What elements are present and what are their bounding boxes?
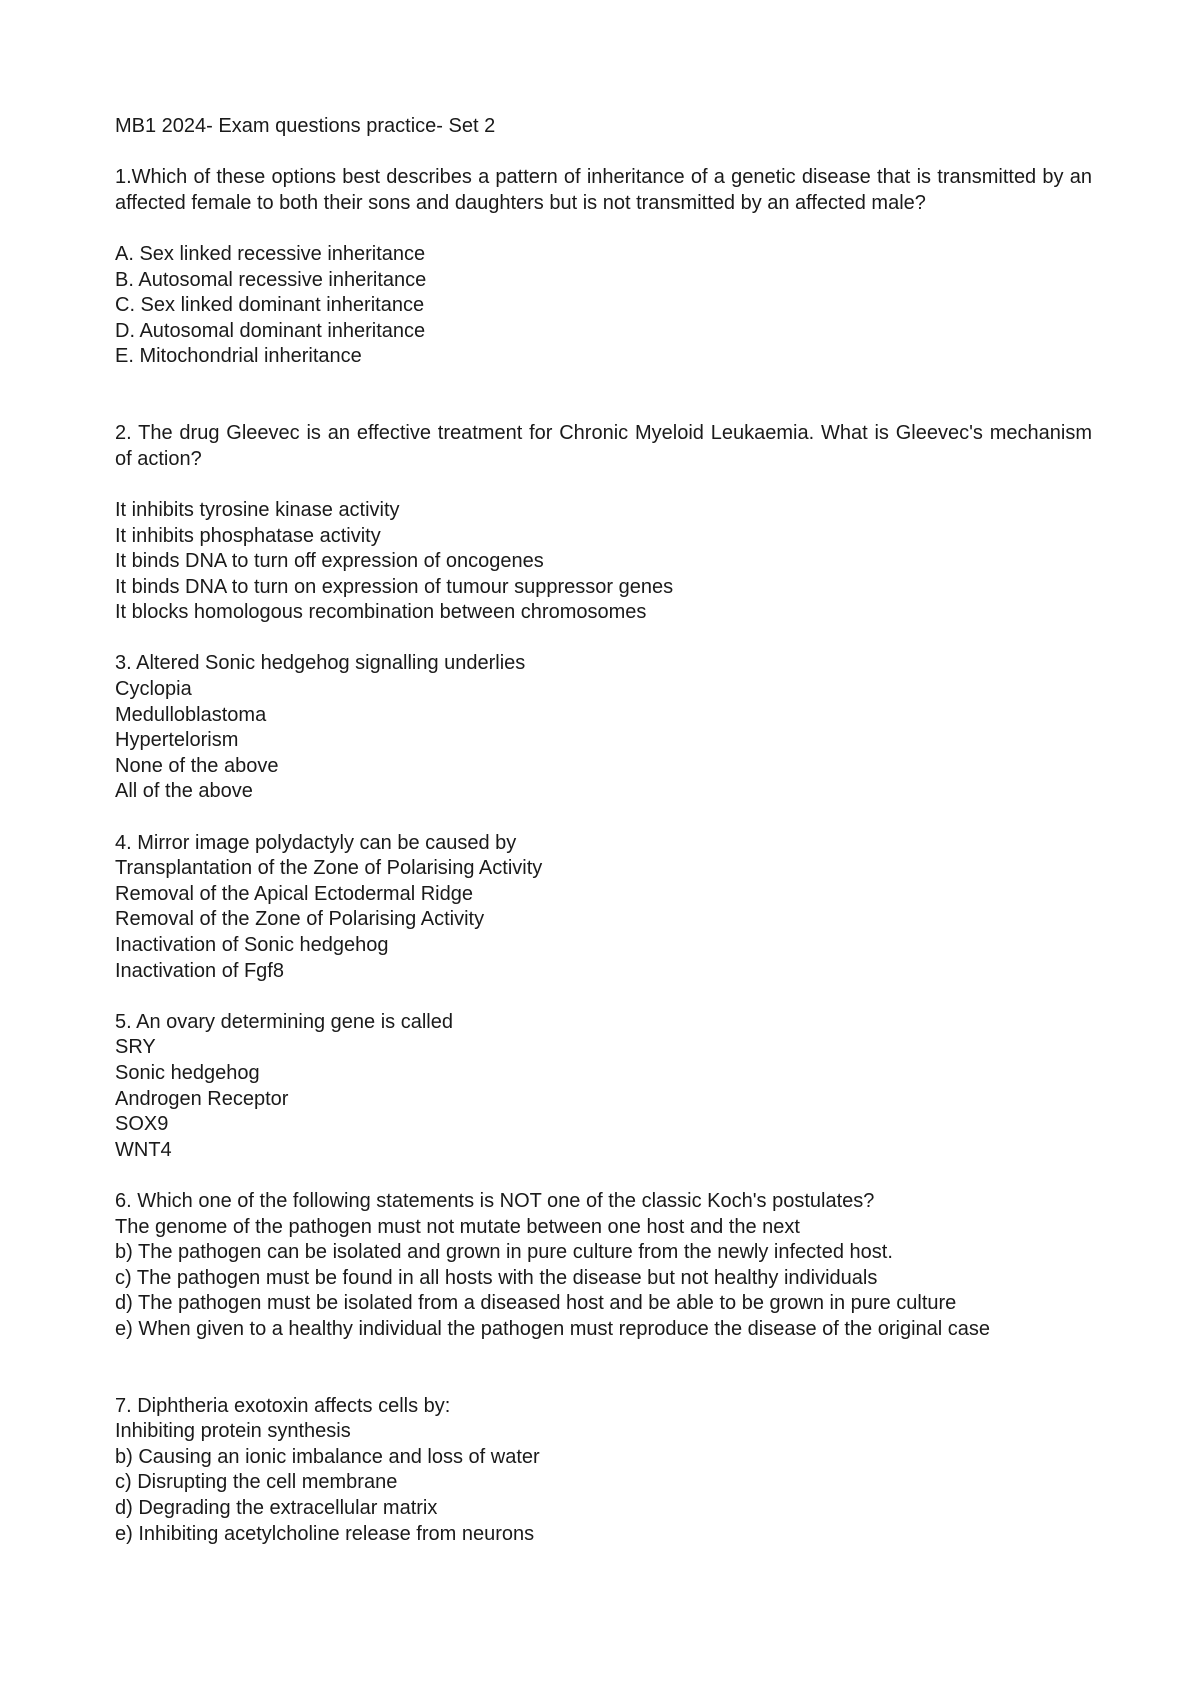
question-4 xyxy=(115,831,1092,985)
answer-option: A. Sex linked recessive inheritance xyxy=(115,242,426,265)
answer-option: None of the above xyxy=(115,754,279,777)
answer-options xyxy=(115,856,1092,984)
answer-option: c) The pathogen must be found in all hosts with the disease but not healthy individuals xyxy=(115,1266,878,1289)
answer-option: Inactivation of Sonic hedgehog xyxy=(115,934,389,956)
question-stem: 3. Altered Sonic hedgehog signalling underlies xyxy=(115,652,526,675)
answer-option: Inhibiting protein synthesis xyxy=(115,1420,351,1443)
question-7 xyxy=(115,1394,1092,1548)
answer-option: It inhibits tyrosine kinase activity xyxy=(115,498,400,521)
answer-option: It blocks homologous recombination between chromosomes xyxy=(115,601,647,624)
answer-option: e) When given to a healthy individual the pathogen must reproduce the disease of the original case xyxy=(115,1317,990,1340)
question-6 xyxy=(115,1189,1092,1343)
question-stem: 6. Which one of the following statements is NOT one of the classic Koch's postulates? xyxy=(115,1189,875,1212)
answer-option: Transplantation of the Zone of Polarising Activity xyxy=(115,857,543,880)
answer-options xyxy=(115,1215,1092,1343)
answer-option: D. Autosomal dominant inheritance xyxy=(115,319,426,342)
answer-option: It inhibits phosphatase activity xyxy=(115,524,381,547)
answer-option: It binds DNA to turn on expression of tumour suppressor genes xyxy=(115,575,674,598)
answer-options xyxy=(115,677,1092,805)
answer-option: B. Autosomal recessive inheritance xyxy=(115,268,427,291)
question-stem: 2. The drug Gleevec is an effective treatment for Chronic Myeloid Leukaemia. What is Gleevec's mechanism of action? xyxy=(115,422,1092,470)
answer-option: The genome of the pathogen must not mutate between one host and the next xyxy=(115,1215,800,1238)
answer-options xyxy=(115,1035,1092,1163)
answer-options xyxy=(115,498,1092,626)
answer-option: Removal of the Apical Ectodermal Ridge xyxy=(115,882,473,905)
answer-option: Removal of the Zone of Polarising Activity xyxy=(115,908,485,931)
question-stem: 5. An ovary determining gene is called xyxy=(115,1010,453,1033)
answer-option: b) Causing an ionic imbalance and loss of water xyxy=(115,1445,540,1468)
answer-option: SRY xyxy=(115,1036,156,1059)
answer-option: E. Mitochondrial inheritance xyxy=(115,345,362,368)
answer-option: Hypertelorism xyxy=(115,729,239,752)
answer-option: b) The pathogen can be isolated and grown in pure culture from the newly infected host. xyxy=(115,1241,893,1264)
answer-option: e) Inhibiting acetylcholine release from neurons xyxy=(115,1522,535,1545)
answer-option: c) Disrupting the cell membrane xyxy=(115,1471,398,1494)
question-1 xyxy=(115,165,1092,370)
question-3 xyxy=(115,651,1092,805)
answer-options xyxy=(115,242,1092,370)
document-title: MB1 2024- Exam questions practice- Set 2 xyxy=(115,115,496,137)
question-stem: 7. Diphtheria exotoxin affects cells by: xyxy=(115,1394,451,1417)
answer-option: SOX9 xyxy=(115,1113,169,1136)
answer-option: All of the above xyxy=(115,780,253,803)
question-2 xyxy=(115,421,1092,626)
answer-option: Androgen Receptor xyxy=(115,1087,289,1110)
question-stem: 1.Which of these options best describes a pattern of inheritance of a genetic disease that is transmitted by an affected female to both their sons and daughters but is not transmitted by an affected male? xyxy=(115,166,1092,214)
question-5 xyxy=(115,1010,1092,1164)
answer-option: d) Degrading the extracellular matrix xyxy=(115,1497,438,1520)
answer-option: Inactivation of Fgf8 xyxy=(115,959,284,982)
answer-option: It binds DNA to turn off expression of oncogenes xyxy=(115,550,544,573)
question-stem: 4. Mirror image polydactyly can be caused by xyxy=(115,831,517,854)
answer-options xyxy=(115,1419,1092,1547)
answer-option: C. Sex linked dominant inheritance xyxy=(115,294,425,317)
answer-option: Cyclopia xyxy=(115,678,192,701)
document-page xyxy=(115,114,1092,1547)
answer-option: Sonic hedgehog xyxy=(115,1061,260,1084)
answer-option: d) The pathogen must be isolated from a diseased host and be able to be grown in pure culture xyxy=(115,1292,957,1315)
answer-option: WNT4 xyxy=(115,1138,172,1161)
answer-option: Medulloblastoma xyxy=(115,703,267,726)
